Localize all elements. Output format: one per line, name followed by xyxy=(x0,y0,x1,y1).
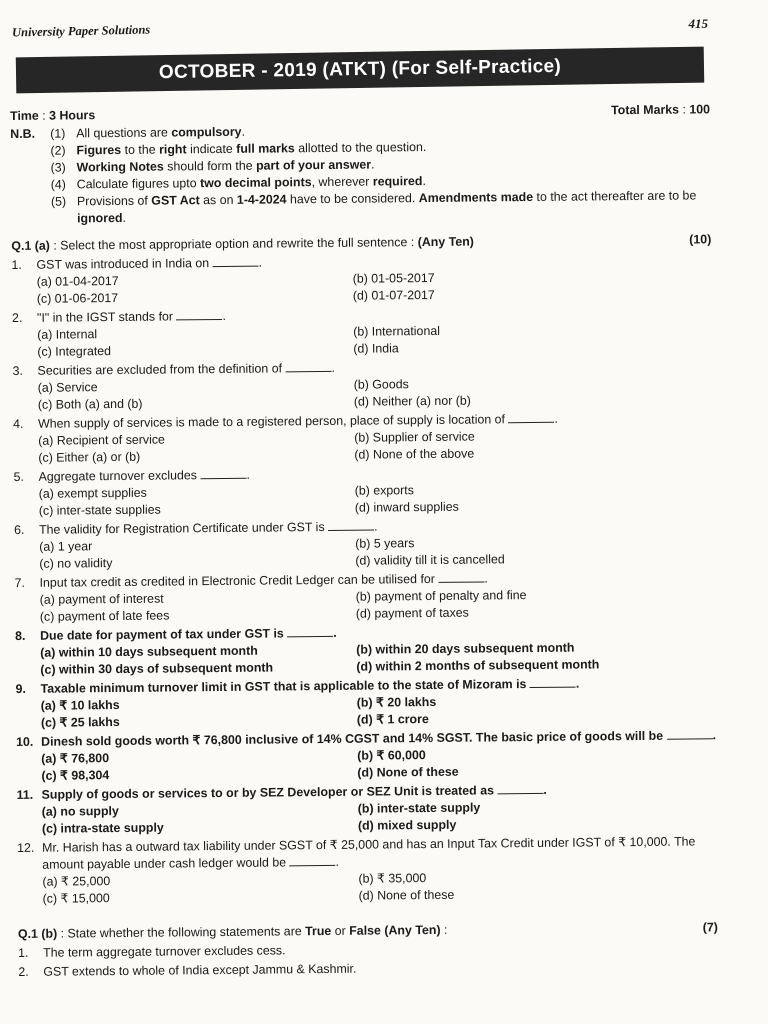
option: (d) ₹ 1 crore xyxy=(356,712,429,727)
marks-sep: : xyxy=(678,102,690,117)
option: (a) 1 year xyxy=(39,539,93,554)
mcq-question xyxy=(17,833,718,908)
option: (c) 01-06-2017 xyxy=(36,290,119,306)
option: (a) within 10 days subsequent month xyxy=(40,643,258,660)
option: (b) within 20 days subsequent month xyxy=(356,640,575,657)
q1a-instruction-line xyxy=(11,234,474,255)
instruction-number: (2) xyxy=(50,143,66,158)
option: (d) 01-07-2017 xyxy=(352,287,435,303)
option: (c) inter-state supplies xyxy=(38,502,161,518)
question-end: . xyxy=(246,467,250,482)
time-label: Time xyxy=(10,108,39,123)
option: (a) exempt supplies xyxy=(38,485,147,501)
mcq-question xyxy=(13,409,713,467)
option: (c) ₹ 25 lakhs xyxy=(40,714,120,730)
statement-text: GST extends to whole of India except Jammu & Kashmir. xyxy=(43,961,357,979)
question-text: Input tax credit as credited in Electronic Credit Ledger can be utilised for xyxy=(39,571,435,590)
marks-value: 100 xyxy=(689,102,711,117)
answer-blank xyxy=(530,678,576,688)
instruction-fragment: Calculate figures upto xyxy=(76,176,201,192)
question-number: 10. xyxy=(16,734,34,749)
instruction-emphasis: full marks xyxy=(236,141,295,156)
option: (d) payment of taxes xyxy=(355,605,469,621)
option: (b) exports xyxy=(354,483,414,498)
question-number: 1. xyxy=(11,257,22,272)
options-grid xyxy=(12,320,712,361)
question-text: Supply of goods or services to or by SEZ Developer or SEZ Unit is treated as xyxy=(41,783,495,802)
mcq-question xyxy=(11,250,711,308)
option: (c) intra-state supply xyxy=(41,820,164,836)
question-number: 11. xyxy=(16,787,34,802)
question-text: Mr. Harish has a outward tax liability under SGST of ₹ 25,000 and has an Input Tax Credit under IGST of ₹ 10,000. The amount payable under cash ledger would be xyxy=(42,834,696,872)
question-end: . xyxy=(543,782,547,797)
question-number: 6. xyxy=(13,522,25,537)
statement-text: The term aggregate turnover excludes cess. xyxy=(43,943,286,960)
time-allowed xyxy=(10,107,95,125)
options-grid xyxy=(15,638,715,679)
option: (a) ₹ 25,000 xyxy=(42,874,111,889)
instruction-item xyxy=(51,187,711,227)
answer-blank xyxy=(285,362,331,372)
q1a-instruction: : Select the most appropriate option and rewrite the full sentence : xyxy=(49,235,418,253)
option: (a) payment of interest xyxy=(39,591,164,607)
exam-title-banner xyxy=(16,47,704,94)
question-end: . xyxy=(554,411,558,426)
instruction-emphasis: GST Act xyxy=(151,193,200,208)
instruction-emphasis: Amendments made xyxy=(418,189,534,206)
instruction-emphasis: right xyxy=(158,142,187,157)
options-grid xyxy=(17,797,717,838)
options-grid xyxy=(14,479,714,520)
mcq-question xyxy=(12,356,712,414)
instruction-emphasis: 1-4-2024 xyxy=(236,192,287,207)
mcq-question xyxy=(16,727,716,785)
q1b-statement-list xyxy=(18,938,718,981)
q1b-label: Q.1 (b) xyxy=(17,926,58,941)
question-end: . xyxy=(258,255,263,270)
instruction-emphasis: Figures xyxy=(76,142,122,158)
options-grid xyxy=(17,867,717,908)
option: (b) Supplier of service xyxy=(354,429,475,445)
q1b-instruction-line xyxy=(18,922,448,943)
instruction-fragment: Provisions of xyxy=(76,193,152,209)
option: (d) India xyxy=(353,341,399,356)
options-grid xyxy=(12,267,712,308)
options-grid xyxy=(16,691,716,732)
options-grid xyxy=(13,373,713,414)
option: (d) Neither (a) nor (b) xyxy=(353,393,471,409)
question-end: . xyxy=(373,519,378,534)
question-text: GST was introduced in India on xyxy=(36,256,210,272)
question-number: 2. xyxy=(11,310,23,325)
question-end: . xyxy=(333,625,337,640)
question-end: . xyxy=(712,728,717,743)
nb-label: N.B. xyxy=(10,126,36,141)
exam-title: OCTOBER - 2019 (ATKT) (For Self-Practice) xyxy=(158,55,562,84)
q1b-marks: (7) xyxy=(702,920,718,935)
question-text: Due date for payment of tax under GST is xyxy=(40,626,284,643)
instruction-emphasis: part of your answer xyxy=(255,157,372,173)
answer-blank xyxy=(290,856,336,866)
instruction-fragment: to the xyxy=(121,142,160,157)
option: (d) None of these xyxy=(357,764,459,780)
option: (b) ₹ 35,000 xyxy=(358,871,427,886)
mcq-question xyxy=(12,303,712,361)
option: (a) no supply xyxy=(41,803,119,819)
instruction-fragment: , wherever xyxy=(311,174,373,190)
q1b-colon: : xyxy=(440,922,448,937)
option: (b) payment of penalty and fine xyxy=(355,588,527,604)
option: (b) 5 years xyxy=(355,536,415,551)
option: (d) within 2 months of subsequent month xyxy=(356,657,600,674)
mcq-question xyxy=(13,462,713,520)
q1a-label: Q.1 (a) xyxy=(11,238,50,253)
option: (d) None of the above xyxy=(354,446,475,462)
q1a-marks: (10) xyxy=(689,232,712,247)
instructions-list xyxy=(50,119,711,227)
option: (c) within 30 days of subsequent month xyxy=(40,660,274,677)
q1b-true-word: True xyxy=(305,923,332,939)
question-end: . xyxy=(484,571,488,586)
option: (a) 01-04-2017 xyxy=(36,273,119,289)
option: (c) ₹ 15,000 xyxy=(42,891,110,906)
instruction-text xyxy=(77,187,711,227)
time-sep: : xyxy=(38,108,50,123)
question-text: The validity for Registration Certificate under GST is xyxy=(38,519,325,537)
q1a-any: (Any Ten) xyxy=(417,234,474,250)
question-text: "I" in the IGST stands for xyxy=(36,309,174,325)
option: (c) Both (a) and (b) xyxy=(37,396,143,412)
option: (c) no validity xyxy=(39,556,113,571)
answer-blank xyxy=(667,729,713,739)
question-end: . xyxy=(575,676,580,691)
question-end: . xyxy=(222,308,226,323)
answer-blank xyxy=(508,413,554,423)
total-marks xyxy=(611,101,710,119)
running-head: University Paper Solutions xyxy=(11,22,151,40)
question-text: Dinesh sold goods worth ₹ 76,800 inclusive of 14% CGST and 14% SGST. The basic price of goods will be xyxy=(41,728,664,749)
option: (b) ₹ 60,000 xyxy=(357,748,426,763)
option: (c) ₹ 98,304 xyxy=(41,768,110,783)
instruction-fragment: allotted to the question. xyxy=(294,140,427,156)
option: (c) payment of late fees xyxy=(39,608,170,624)
instruction-number: (1) xyxy=(50,126,66,141)
answer-blank xyxy=(438,572,484,582)
option: (b) International xyxy=(353,323,441,339)
instruction-number: (5) xyxy=(50,194,67,209)
option: (a) ₹ 10 lakhs xyxy=(40,697,120,713)
instruction-emphasis: compulsory xyxy=(171,124,242,140)
option: (c) Integrated xyxy=(37,344,112,359)
instruction-fragment: . xyxy=(241,124,246,139)
page-number: 415 xyxy=(688,16,708,31)
option: (a) Internal xyxy=(37,327,98,342)
question-end: . xyxy=(331,360,335,375)
option: (a) Recipient of service xyxy=(38,432,165,448)
mcq-question xyxy=(15,621,715,679)
question-number: 9. xyxy=(15,681,26,696)
question-number: 4. xyxy=(12,416,24,431)
question-number: 8. xyxy=(15,628,26,643)
question-number: 3. xyxy=(12,363,23,378)
instruction-emphasis: required xyxy=(372,174,423,189)
paper-body xyxy=(10,101,718,981)
instruction-emphasis: two decimal points xyxy=(199,175,312,191)
time-value: 3 Hours xyxy=(49,108,96,123)
options-grid xyxy=(13,426,713,467)
instruction-fragment: indicate xyxy=(186,141,237,157)
options-grid xyxy=(16,744,716,785)
q1b-or-word: or xyxy=(331,923,350,938)
question-text: Taxable minimum turnover limit in GST that is applicable to the state of Mizoram is xyxy=(40,677,527,696)
instruction-emphasis: ignored xyxy=(76,210,123,226)
instruction-number: (3) xyxy=(50,160,66,175)
question-number: 7. xyxy=(14,575,25,590)
marks-label: Total Marks xyxy=(611,102,680,118)
q1a-question-list xyxy=(11,250,717,908)
option: (d) None of these xyxy=(358,887,455,903)
question-end: . xyxy=(335,854,340,869)
instruction-fragment: have to be considered. xyxy=(286,191,419,207)
answer-blank xyxy=(328,521,374,531)
question-number: 5. xyxy=(13,469,24,484)
statement-number: 1. xyxy=(18,945,29,960)
option: (b) Goods xyxy=(353,377,409,392)
question-text: When supply of services is made to a registered person, place of supply is location of xyxy=(37,412,506,431)
answer-blank xyxy=(176,310,222,320)
mcq-question xyxy=(14,515,714,573)
instruction-fragment: . xyxy=(122,210,127,225)
instruction-fragment: . xyxy=(422,174,426,189)
mcq-question xyxy=(17,780,717,838)
option: (a) ₹ 76,800 xyxy=(41,751,110,766)
option: (a) Service xyxy=(37,380,98,395)
answer-blank xyxy=(497,784,543,794)
option: (b) 01-05-2017 xyxy=(352,270,435,286)
option: (b) ₹ 20 lakhs xyxy=(356,694,437,710)
q1b-false-any: False (Any Ten) xyxy=(349,922,441,938)
instruction-fragment: as on xyxy=(199,192,237,208)
instruction-fragment: should form the xyxy=(163,158,257,174)
instruction-fragment: All questions are xyxy=(76,125,172,141)
answer-blank xyxy=(200,469,246,479)
option: (c) Either (a) or (b) xyxy=(38,449,141,465)
instruction-number: (4) xyxy=(50,177,66,192)
option: (d) validity till it is cancelled xyxy=(355,552,505,568)
answer-blank xyxy=(287,627,333,637)
option: (b) inter-state supply xyxy=(357,800,481,816)
answer-blank xyxy=(213,257,259,267)
option: (d) inward supplies xyxy=(354,499,459,515)
option: (d) mixed supply xyxy=(357,817,457,833)
question-text: Securities are excluded from the definition of xyxy=(37,361,283,378)
instruction-fragment: . xyxy=(370,157,375,172)
instructions-block xyxy=(10,119,711,228)
mcq-question xyxy=(14,568,714,626)
q1b-instruction: : State whether the following statements are xyxy=(57,924,306,941)
question-number: 12. xyxy=(17,840,35,855)
statement-number: 2. xyxy=(18,964,29,979)
instruction-emphasis: Working Notes xyxy=(76,159,164,175)
question-text: Aggregate turnover excludes xyxy=(38,468,198,484)
instruction-fragment: to the act thereafter are to be xyxy=(532,188,697,204)
options-grid xyxy=(15,585,715,626)
options-grid xyxy=(14,532,714,573)
mcq-question xyxy=(16,674,716,732)
